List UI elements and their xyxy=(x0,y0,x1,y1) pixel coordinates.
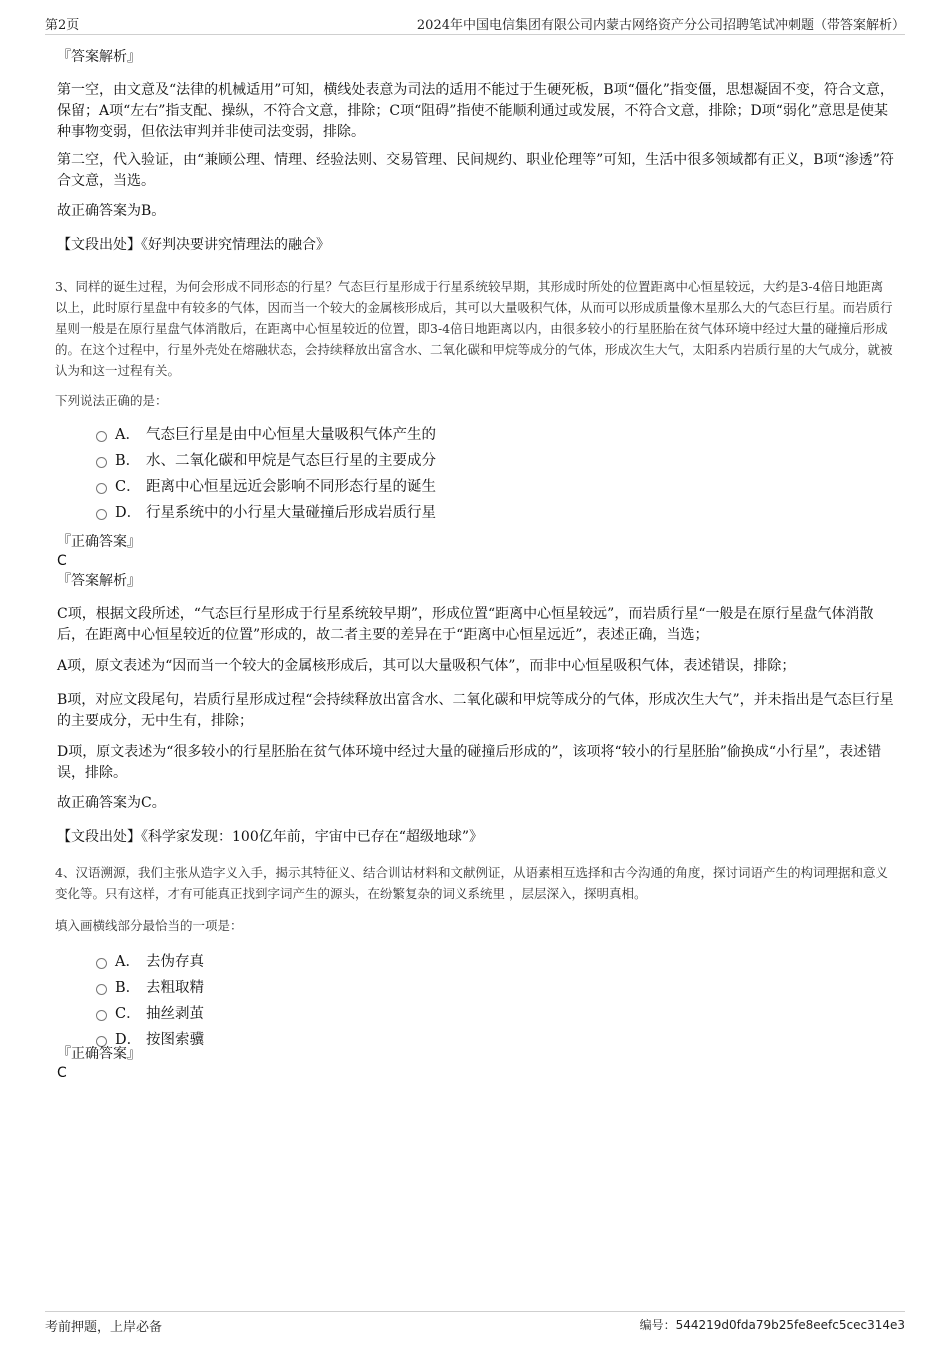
radio-icon[interactable] xyxy=(96,958,107,969)
footer-slogan: 考前押题，上岸必备 xyxy=(45,1320,163,1335)
radio-icon[interactable] xyxy=(96,431,107,442)
analysis-conclusion: 故正确答案为B。 xyxy=(57,203,166,219)
analysis-label: 『答案解析』 xyxy=(57,49,141,65)
analysis-paragraph-1: 第一空，由文意及“法律的机械适用”可知，横线处表意为司法的适用不能过于生硬死板，B项“僵化”指变僵，思想凝固不变，符合文意，保留；A项“左右”指支配、操纵，不符合文意，排除；C项“阻碍”指使不能顺利通过或发展，不符合文意，排除；D项“弱化”意思是使某种事物变弱，但依法审判并非使司法变弱，排除。 xyxy=(57,82,894,140)
option-letter: D． xyxy=(115,1032,142,1048)
page-header xyxy=(45,14,905,35)
option-text: 去粗取精 xyxy=(146,980,204,996)
analysis-option-c: C项，根据文段所述，“气态巨行星形成于行星系统较早期”，形成位置“距离中心恒星较远”，而岩质行星“一般是在原行星盘气体消散后，在距离中心恒星较近的位置”形成的，故二者主要的差异在于“距离中心恒星远近”，表述正确，当选； xyxy=(57,606,874,643)
correct-answer: C xyxy=(57,553,67,569)
analysis-option-b: B项，对应文段尾句，岩质行星形成过程“会持续释放出富含水、二氧化碳和甲烷等成分的气体，形成次生大气”，并未指出是气态巨行星的主要成分，无中生有，排除； xyxy=(57,692,894,729)
analysis-option-d: D项，原文表述为“很多较小的行星胚胎在贫气体环境中经过大量的碰撞后形成的”，该项将“较小的行星胚胎”偷换成“小行星”，表述错误，排除。 xyxy=(57,744,882,781)
question-3-prompt: 下列说法正确的是： xyxy=(55,393,168,408)
option-letter: C． xyxy=(115,1006,141,1022)
option-text: 抽丝剥茧 xyxy=(146,1006,204,1022)
option-letter: A． xyxy=(115,954,140,970)
correct-answer: C xyxy=(57,1065,67,1081)
passage-source: 【文段出处】《好判决要讲究情理法的融合》 xyxy=(57,237,330,253)
page-number: 第2页 xyxy=(45,18,80,33)
radio-icon[interactable] xyxy=(96,483,107,494)
option-text: 去伪存真 xyxy=(146,954,204,970)
radio-icon[interactable] xyxy=(96,457,107,468)
option-text: 气态巨行星是由中心恒星大量吸积气体产生的 xyxy=(146,427,436,443)
radio-icon[interactable] xyxy=(96,509,107,520)
question-4-passage: 4、汉语溯源，我们主张从造字义入手，揭示其特征义、结合训诂材料和文献例证，从语素相互选择和古今沟通的角度，探讨词语产生的构词理据和意义变化等。只有这样，才有可能真正找到字词产生的源头，在纷繁复杂的词义系统里 ，层层深入，探明真相。 xyxy=(55,865,888,901)
correct-answer-label: 『正确答案』 xyxy=(57,534,141,550)
analysis-conclusion: 故正确答案为C。 xyxy=(57,795,166,811)
correct-answer-label: 『正确答案』 xyxy=(57,1046,141,1062)
option-letter: C． xyxy=(115,479,141,495)
radio-icon[interactable] xyxy=(96,1010,107,1021)
option-text: 按图索骥 xyxy=(146,1032,204,1048)
option-text: 行星系统中的小行星大量碰撞后形成岩质行星 xyxy=(146,505,436,521)
analysis-option-a: A项，原文表述为“因而当一个较大的金属核形成后，其可以大量吸积气体”，而非中心恒星吸积气体，表述错误，排除； xyxy=(57,658,796,674)
option-letter: A． xyxy=(115,427,140,443)
document-id: 编号：544219d0fda79b25fe8eefc5cec314e3 xyxy=(639,1318,905,1332)
question-4-prompt: 填入画横线部分最恰当的一项是： xyxy=(55,918,243,933)
analysis-label: 『答案解析』 xyxy=(57,573,141,589)
question-3-passage: 3、同样的诞生过程，为何会形成不同形态的行星？气态巨行星形成于行星系统较早期，其形成时所处的位置距离中心恒星较远，大约是3-4倍日地距离以上，此时原行星盘中有较多的气体，因而当一个较大的金属核形成后，其可以大量吸积气体，从而可以形成质量像木星那么大的气态巨行星。而岩质行星则一般是在原行星盘气体消散后，在距离中心恒星较近的位置，即3-4倍日地距离以内，由很多较小的行星胚胎在贫气体环境中经过大量的碰撞后形成的。在这个过程中，行星外壳处在熔融状态，会持续释放出富含水、二氧化碳和甲烷等成分的气体，形成次生大气，太阳系内岩质行星的大气成分，就被认为和这一过程有关。 xyxy=(55,279,893,378)
option-letter: D． xyxy=(115,505,142,521)
passage-source: 【文段出处】《科学家发现：100亿年前，宇宙中已存在“超级地球”》 xyxy=(57,829,484,845)
radio-icon[interactable] xyxy=(96,984,107,995)
analysis-paragraph-2: 第二空，代入验证，由“兼顾公理、情理、经验法则、交易管理、民间规约、职业伦理等”可知，生活中很多领域都有正义，B项“渗透”符合文意，当选。 xyxy=(57,152,894,189)
option-text: 水、二氧化碳和甲烷是气态巨行星的主要成分 xyxy=(146,453,436,469)
page-footer xyxy=(45,1311,905,1336)
option-letter: B． xyxy=(115,453,141,469)
option-text: 距离中心恒星远近会影响不同形态行星的诞生 xyxy=(146,479,436,495)
document-title: 2024年中国电信集团有限公司内蒙古网络资产分公司招聘笔试冲刺题（带答案解析） xyxy=(416,18,905,33)
option-letter: B． xyxy=(115,980,141,996)
